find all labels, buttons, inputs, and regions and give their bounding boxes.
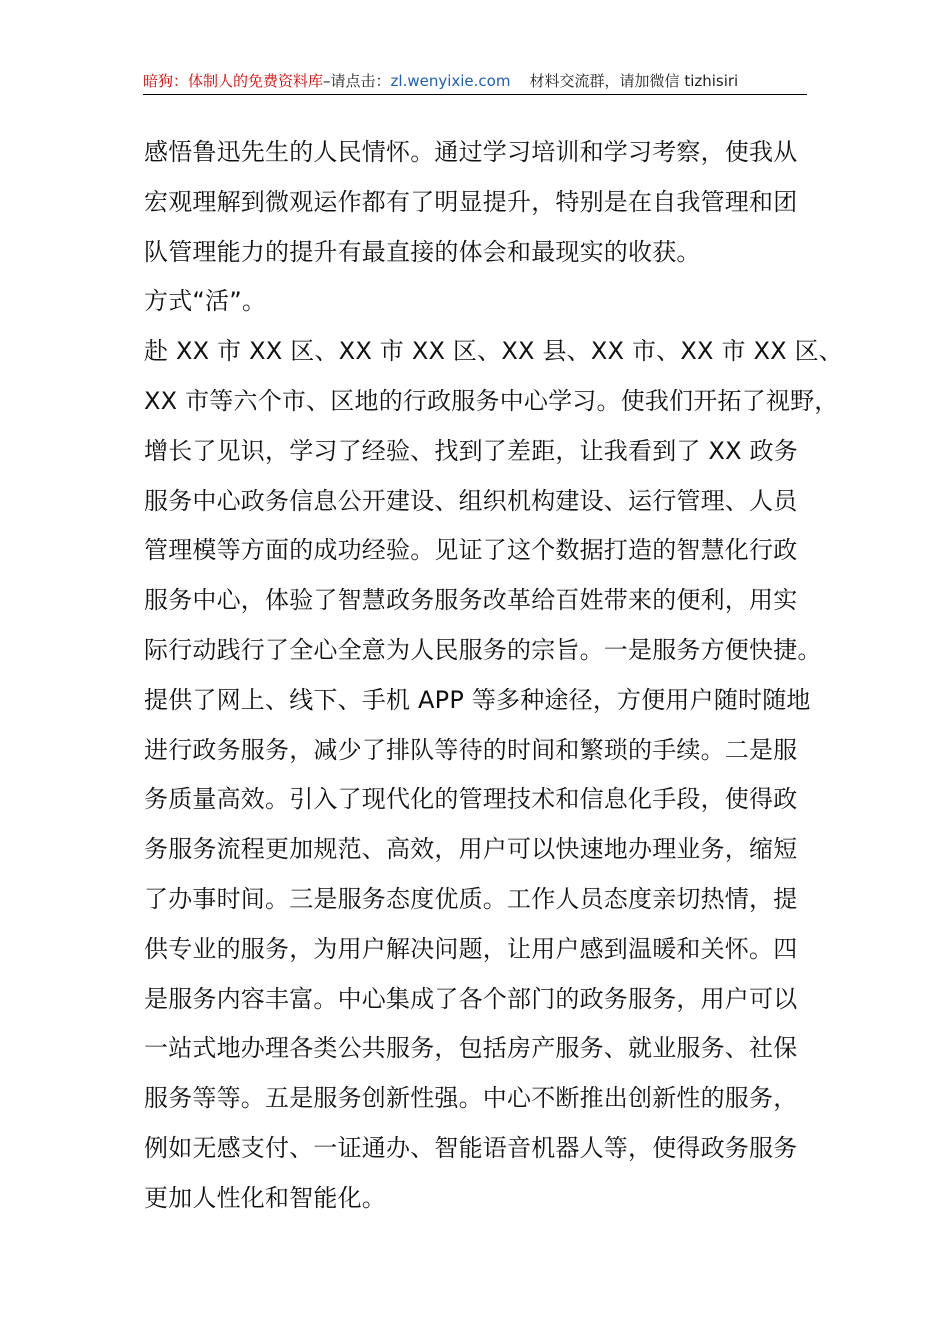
- body-line: 服务等等。五是服务创新性强。中心不断推出创新性的服务，: [144, 1084, 798, 1113]
- body-line: 更加人性化和智能化。: [144, 1183, 386, 1212]
- body-line: 感悟鲁迅先生的人民情怀。通过学习培训和学习考察，使我从: [144, 138, 798, 166]
- body-line: 服务中心政务信息公开建设、组织机构建设、运行管理、人员: [144, 486, 798, 515]
- page-header: [143, 68, 807, 95]
- body-line: 服务中心，体验了智慧政务服务改革给百姓带来的便利，用实: [144, 586, 798, 615]
- body-line: 例如无感支付、一证通办、智能语音机器人等，使得政务服务: [144, 1133, 798, 1162]
- body-line: 赴 XX 市 XX 区、XX 市 XX 区、XX 县、XX 市、XX 市 XX 区、: [144, 337, 844, 366]
- header-wechat-note: 材料交流群，请加微信 tizhisiri: [529, 72, 739, 90]
- body-line: 供专业的服务，为用户解决问题，让用户感到温暖和关怀。四: [144, 934, 798, 963]
- body-line: 进行政务服务，减少了排队等待的时间和繁琐的手续。二是服: [144, 735, 798, 764]
- body-line: 宏观理解到微观运作都有了明显提升，特别是在自我管理和团: [144, 187, 798, 216]
- section-heading: 方式“活”。: [144, 287, 267, 316]
- body-line: XX 市等六个市、区地的行政服务中心学习。使我们开拓了视野，: [144, 386, 839, 415]
- body-line: 一站式地办理各类公共服务，包括房产服务、就业服务、社保: [144, 1034, 798, 1063]
- header-site-name[interactable]: 暗狗：体制人的免费资料库: [143, 72, 324, 90]
- body-line: 队管理能力的提升有最直接的体会和最现实的收获。: [144, 237, 701, 266]
- body-line: 务服务流程更加规范、高效，用户可以快速地办理业务，缩短: [144, 835, 798, 864]
- body-line: 提供了网上、线下、手机 APP 等多种途径，方便用户随时随地: [144, 685, 811, 714]
- header-url-link[interactable]: zl.wenyixie.com: [390, 72, 511, 90]
- body-line: 际行动践行了全心全意为人民服务的宗旨。一是服务方便快捷。: [144, 635, 822, 664]
- body-line: 是服务内容丰富。中心集成了各个部门的政务服务，用户可以: [144, 984, 798, 1013]
- body-line: 管理模等方面的成功经验。见证了这个数据打造的智慧化行政: [144, 536, 798, 565]
- document-body: [144, 128, 844, 1224]
- body-line: 增长了见识，学习了经验、找到了差距，让我看到了 XX 政务: [144, 436, 798, 465]
- body-line: 务质量高效。引入了现代化的管理技术和信息化手段，使得政: [144, 785, 798, 814]
- header-click-prompt: –请点击：: [323, 72, 391, 90]
- body-line: 了办事时间。三是服务态度优质。工作人员态度亲切热情，提: [144, 884, 798, 913]
